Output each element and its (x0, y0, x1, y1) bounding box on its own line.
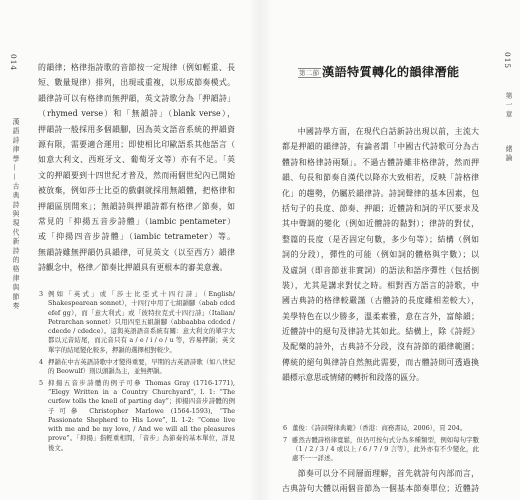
footnote-number: 5 (39, 378, 44, 387)
text-line: 詩觀念中，格律／節奏比押韻具有更根本的審美意義。 (38, 263, 228, 273)
text-line: 近體詩中的絕句及律詩尤其如此。結構上，除《詩經》 (282, 327, 479, 337)
footnote-number: 3 (39, 290, 44, 298)
text-line: 中國詩學方面，在現代白話新詩出現以前，主流大 (297, 127, 479, 136)
footnote-text: 抑揚五音步詩體的例子可參 Thomas Gray (1716-1771), “Elegy Written in a Country Churchyard”, l. 1: “The curfew tolls the knell of parting day”；抑揚四音步詩體的例子可參 Christopher Marlowe (1564-1593), “The Passionate Shepherd to His Love”, ll. 1-2: “Come live with me and be my love, / And we will all the pleasures prove”。「抑揚」指輕重相間，「音步」為節奏的基本單位，詳見後文。 (48, 378, 235, 452)
footnote (282, 436, 479, 464)
text-line: 押韻區別開來」；無韻詩與押韻詩都有格律／節奏，如 (38, 201, 235, 211)
text-line: 無韻詩雖無押韻仍具韻律，可見英文（以至西方）韻律 (38, 247, 235, 257)
text-line: 源有限，需要適合運用；即使相比印歐語系其他語言（ (38, 139, 235, 149)
right-footnotes (282, 424, 479, 466)
text-line: 古典詩句大體以兩個音節為一個基本節奏單位；近體詩 (282, 484, 479, 494)
text-line: 文的押韻要到十四世紀才普及，然而兩個世紀內已開始 (38, 170, 235, 180)
footnote-number: 6 (283, 424, 288, 432)
text-line: 短、數量規律）排列，出現或重複，以形成節奏模式。 (38, 78, 235, 88)
text-line: 或「抑揚四音步詩體」（iambic tetrameter）等。 (38, 232, 235, 242)
footnote (38, 290, 235, 355)
footnote (38, 358, 235, 377)
right-body-text (282, 124, 479, 386)
continued-paragraph (282, 466, 479, 497)
left-running-title: 漢語詩律學——古典詩與現代新詩的格律與節奏 (11, 118, 19, 312)
footnote (38, 379, 235, 453)
text-line: 美學特色在以少勝多，溫柔素雅，意在言外，富餘韻； (282, 311, 479, 321)
text-line: 韻標示意思或情緒的轉折和段落的區分。 (282, 373, 425, 383)
right-chapter-title: 緒論 (504, 145, 512, 164)
right-page-number: 015 (503, 52, 512, 70)
footnote-text: 董俊：《詩詞聲律典範》（香港：商務書局，2006），頁 204。 (292, 424, 467, 432)
left-footnotes (38, 290, 235, 456)
footnote-text: 例如「英式」或「莎士比亞式十四行詩」（English/ Shakespearean sonnet），十四行中用了七組韻腳（abab cdcd efef gg），而「意大利式」或「彼特拉克式十四行詩」（Italian/ Petrarchan sonnet）只用四至五組韻腳（abbaabba cdcdcd / cdecde / cdedce）。這與英語語音系統有關：意大利文的單字大都以元音結尾，而元音只有 a / e / i / o / u 等，容易押韻；英文單字的結尾變化較多，押韻的選擇相對較少。 (48, 290, 235, 354)
text-line: 裝），尤其是講求對仗之時。相對西方語言的詩歌，中 (282, 280, 479, 290)
text-line: 及配樂的詩外，古典詩不分段，沒有詩節的韻律範圍； (282, 342, 479, 352)
text-line: 的韻律；格律指詩歌的音節按一定規律（例如輕重、長 (38, 63, 235, 72)
section-title: 漢語特質轉化的韻律潛能 (322, 65, 460, 79)
footnote-number: 7 (283, 435, 288, 444)
text-line: 化」的趨勢，仍屬於韻律詩。詩詞聲律的基本因素，包 (282, 188, 479, 198)
left-page-number: 014 (9, 54, 18, 72)
text-line: 括句子的長度、節奏、押韻；近體詩和詞的平仄要求及 (282, 203, 479, 213)
text-line: 如意大利文、西班牙文、葡萄牙文等）亦有不足。「英 (38, 155, 235, 165)
left-body-text (38, 60, 235, 275)
text-line: 節奏可以分不同層面理解，首先就詩句內部而言， (297, 469, 479, 478)
right-chapter-label: 第一章 (504, 92, 512, 120)
right-page (260, 0, 520, 500)
page-gutter-shadow (248, 0, 272, 500)
text-line: 傳統的絕句與律詩自然無此需要，而古體詩則可透過換 (282, 357, 479, 367)
section-label: 第二節 (299, 69, 320, 77)
text-line: 韻、句長和節奏自漢代以降亦大致相若，反映「詩格律 (282, 173, 479, 183)
text-line: 押韻詩一般採用多個韻腳，因為英文語音系統的押韻資 (38, 124, 235, 134)
text-line: 整篇的長度（是否固定句數，多少句等）；結構（例如 (282, 234, 479, 244)
text-line: （rhymed verse）和「無韻詩」（blank verse）， (38, 109, 235, 119)
text-line: 都是押韻的韻律詩，有論者謂「中國古代詩歌可分為古 (282, 142, 479, 152)
footnote (282, 424, 479, 433)
text-line: 其中聲調的變化（例如近體詩的黏對）；律詩的對仗， (282, 219, 479, 229)
footnote-number: 4 (39, 357, 44, 366)
text-line: 國古典詩的格律較嚴謹（古體詩的長度雖相差較大）， (282, 296, 479, 306)
text-line: 常見的「抑揚五音步詩體」（iambic pentameter） (38, 216, 235, 226)
footnote-text: 雖然古體詩格律寬鬆，但仍可按句式分為多種類型，例如每句字數（1 / 2 / 3 / 4 或以上 / 6 / 7 / 9 言等），此外亦有不少變化，此處不一一詳述。 (292, 435, 479, 463)
footnote-text: 押韻在中古英語詩歌中才變得重要，早期的古英語詩歌（如八世紀的 Beowulf）則以頭韻為主，並無押韻。 (48, 357, 235, 375)
text-line: 及虛詞（即音節並非實詞）的語法和語序彈性（包括倒 (282, 265, 479, 275)
text-line: 韻律詩可以有格律而無押韻，英文詩歌分為「押韻詩」 (38, 93, 235, 103)
text-line: 被放棄，例如莎士比亞的戲劇就採用無韻體，把格律和 (38, 186, 235, 196)
text-line: 體詩和格律詩兩類」。不過古體詩雖非格律詩，然而押 (282, 157, 479, 167)
text-line: 詞的分段），彈性的可能（例如詞的體格與字數）；以 (282, 250, 479, 260)
